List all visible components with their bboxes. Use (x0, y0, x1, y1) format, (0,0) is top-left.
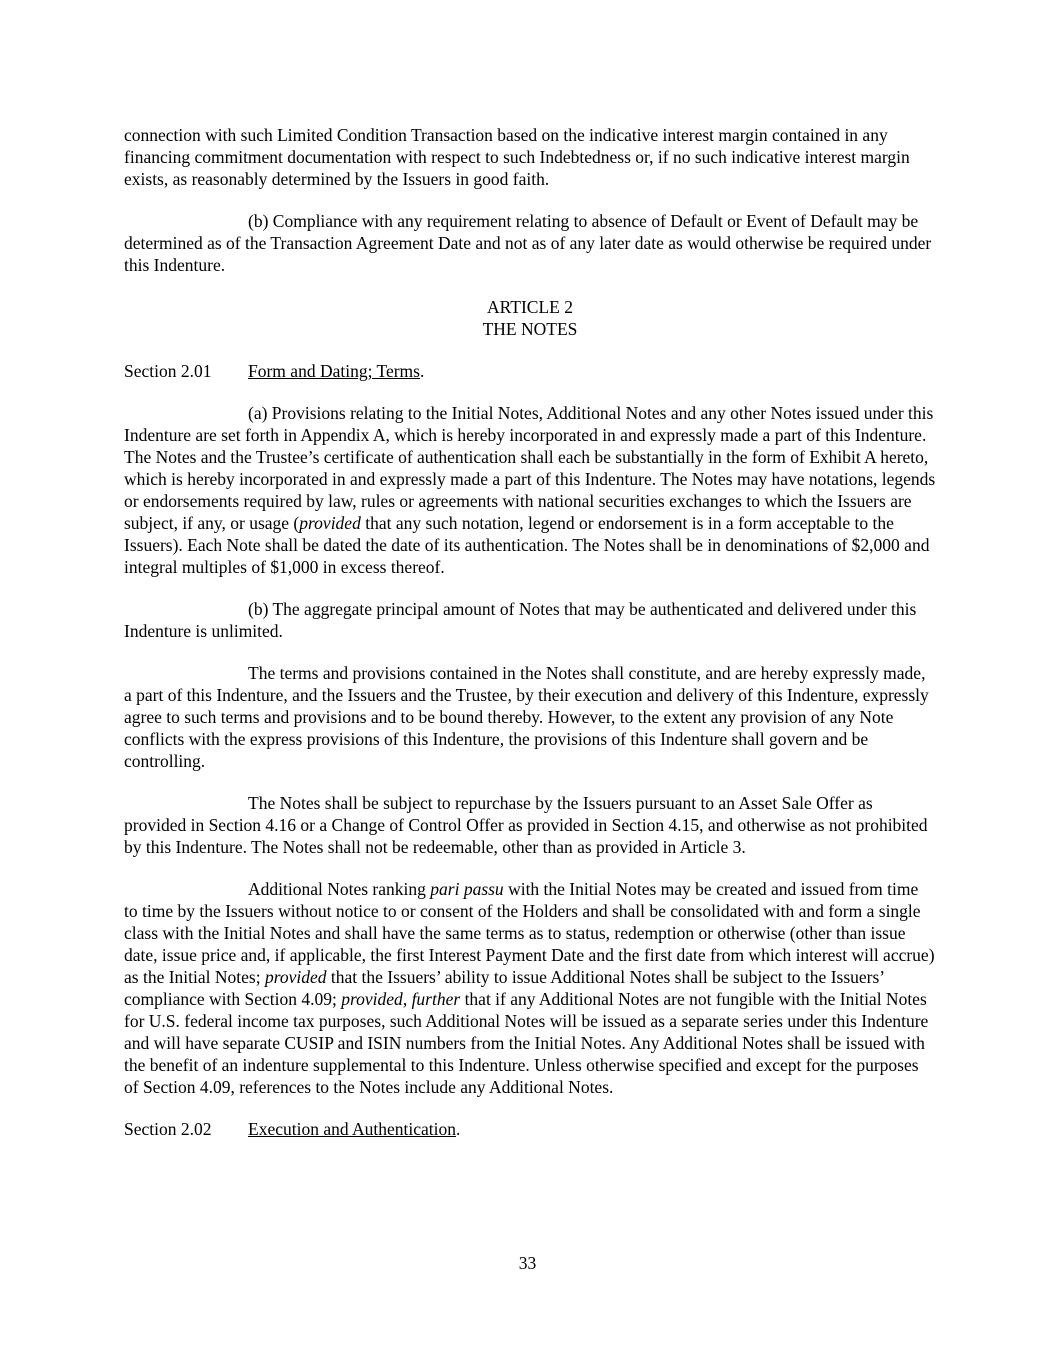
text-run: , (402, 989, 412, 1009)
article-title: THE NOTES (482, 319, 578, 339)
paragraph-b-aggregate: (b) The aggregate principal amount of Notes that may be authenticated and delivered under this Indenture is unlimited. (124, 599, 917, 641)
paragraph-a-provisions (124, 402, 936, 578)
section-title-wrap (248, 1118, 460, 1140)
section-number: Section 2.01 (124, 361, 212, 381)
section-2-02-heading (124, 1118, 936, 1140)
section-number: Section 2.02 (124, 1119, 212, 1139)
document-page (124, 124, 936, 1160)
continued-paragraph: connection with such Limited Condition Transaction based on the indicative interest margin contained in any financing commitment documentation with respect to such Indebtedness or, if no such indicative interest margin exists, as reasonably determined by the Issuers in good faith. (124, 125, 910, 189)
text-run: with the Initial Notes may be created and issued from time to time by the Issuers without notice to or consent of the Holders and shall be consolidated with and form a single class with the Initial Notes and shall have the same terms as to status, redemption or otherwise (other than issue date, issue price and, if applicable, the first Interest Payment Date and the first date from which interest will accrue) as the Initial Notes; (124, 879, 935, 987)
paragraph-b-compliance: (b) Compliance with any requirement relating to absence of Default or Event of Default may be determined as of the Transaction Agreement Date and not as of any later date as would otherwise be required under this Indenture. (124, 211, 932, 275)
page-number: 33 (518, 1253, 537, 1273)
italic-run: pari passu (430, 879, 504, 899)
paragraph-terms: The terms and provisions contained in the Notes shall constitute, and are hereby expressly made, a part of this Indenture, and the Issuers and the Trustee, by their execution and delivery of this Indenture, expressly agree to such terms and provisions and to be bound thereby. However, to the extent any provision of any Note conflicts with the express provisions of this Indenture, the provisions of this Indenture shall govern and be controlling. (124, 663, 929, 771)
section-title-period: . (456, 1119, 461, 1139)
text-run: that if any Additional Notes are not fungible with the Initial Notes for U.S. federal income tax purposes, such Additional Notes will be issued as a separate series under this Indenture and will have separate CUSIP and ISIN numbers from the Initial Notes. Any Additional Notes shall be issued with the benefit of an indenture supplemental to this Indenture. Unless otherwise specified and except for the purposes of Section 4.09, references to the Notes include any Additional Notes. (124, 989, 929, 1097)
text-run: that any such notation, legend or endorsement is in a form acceptable to the Issuers). Each Note shall be dated the date of its authentication. The Notes shall be in denominations of $2,000 and integral multiples of $1,000 in excess thereof. (124, 513, 930, 577)
section-title-wrap (248, 360, 424, 382)
paragraph-repurchase: The Notes shall be subject to repurchase by the Issuers pursuant to an Asset Sale Offer as provided in Section 4.16 or a Change of Control Offer as provided in Section 4.15, and otherwise as not prohibited by this Indenture. The Notes shall not be redeemable, other than as provided in Article 3. (124, 793, 928, 857)
section-title-period: . (419, 361, 425, 381)
article-number: ARTICLE 2 (487, 297, 573, 317)
italic-run: provided (299, 513, 361, 533)
section-2-01-heading (124, 360, 936, 382)
italic-run: provided (264, 967, 327, 987)
section-title: Form and Dating; Terms (248, 361, 420, 381)
italic-run: further (411, 989, 461, 1009)
text-run: that the Issuers’ ability to issue Additional Notes shall be subject to the Issuers’ compliance with Section 4.09; (124, 967, 884, 1009)
italic-run: provided (341, 989, 403, 1009)
article-heading (124, 296, 936, 340)
paragraph-additional-notes (124, 878, 936, 1098)
text-run: Additional Notes ranking (248, 879, 431, 899)
section-title: Execution and Authentication (248, 1119, 457, 1139)
text-run: (a) Provisions relating to the Initial Notes, Additional Notes and any other Notes issued under this Indenture are set forth in Appendix A, which is hereby incorporated in and expressly made a part of this Indenture. The Notes and the Trustee’s certificate of authentication shall each be substantially in the form of Exhibit A hereto, which is hereby incorporated in and expressly made a part of this Indenture. The Notes may have notations, legends or endorsements required by law, rules or agreements with national securities exchanges to which the Issuers are subject, if any, or usage ( (124, 403, 936, 533)
